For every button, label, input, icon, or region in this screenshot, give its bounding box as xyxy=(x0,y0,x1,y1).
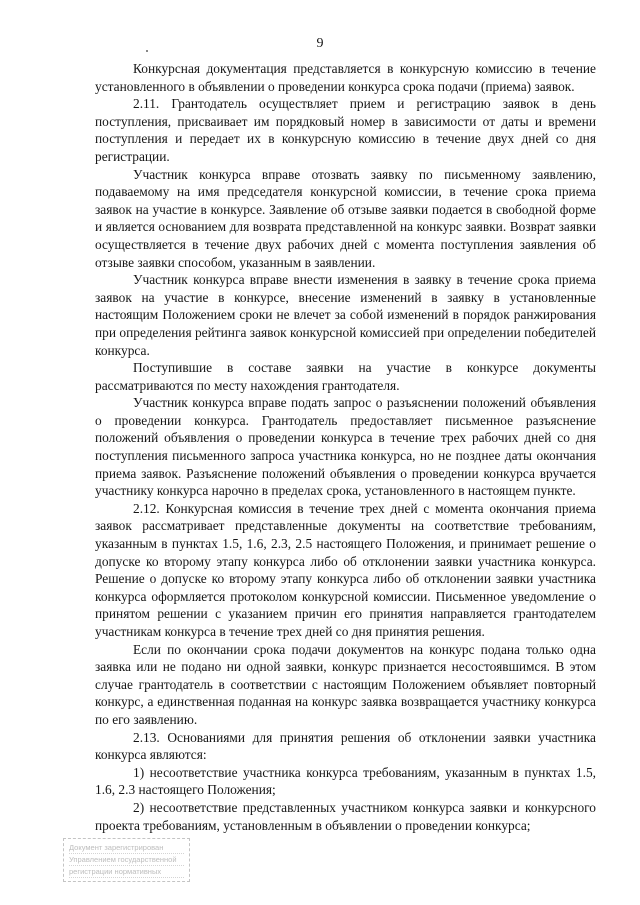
list-item-rejection-2: 2) несоответствие представленных участником конкурса заявки и конкурсного проекта требованиям, установленным в объявлении о проведении конкурса; xyxy=(95,799,596,833)
paragraph-amendments: Участник конкурса вправе внести изменения в заявку в течение срока приема заявок на участие в конкурсе, внесение изменений в заявку в установленные настоящим Положением сроки не влечет за собой изменений в порядок ранжирования при определения рейтинга заявок конкурсной комиссией при определении победителей конкурса. xyxy=(95,272,596,358)
stamp-line: регистрации нормативных xyxy=(69,866,184,878)
document-body xyxy=(95,60,596,834)
paragraph-failed-contest: Если по окончании срока подачи документов на конкурс подана только одна заявка или не подано ни одной заявки, конкурс признается несостоявшимся. В этом случае грантодатель в соответствии с настоящим Положением объявляет повторный конкурс, а единственная поданная на конкурс заявка возвращается участнику конкурса по его заявлению. xyxy=(95,641,596,727)
paragraph-documentation-submission: Конкурсная документация представляется в конкурсную комиссию в течение установленного в объявлении о проведении конкурса срока подачи (приема) заявок. xyxy=(95,61,596,94)
list-item-rejection-1: 1) несоответствие участника конкурса требованиям, указанным в пунктах 1.5, 1.6, 2.3 настоящего Положения; xyxy=(95,764,596,798)
paragraph-2-11-registration: 2.11. Грантодатель осуществляет прием и регистрацию заявок в день поступления, присваивает им порядковый номер в зависимости от даты и времени поступления и передает их в конкурсную комиссию в течение двух дней со дня регистрации. xyxy=(95,96,596,164)
paragraph-withdrawal: Участник конкурса вправе отозвать заявку по письменному заявлению, подаваемому на имя председателя конкурсной комиссии, в течение срока приема заявок на участие в конкурсе. Заявление об отзыве заявки подается в свободной форме и является основанием для возврата представленной на конкурс заявки. Возврат заявки осуществляется в течение двух рабочих дней с момента поступления заявления об отзыве заявки способом, указанным в заявлении. xyxy=(95,166,596,270)
scan-artifact-dot xyxy=(146,50,148,52)
paragraph-2-12-commission-review: 2.12. Конкурсная комиссия в течение трех дней с момента окончания приема заявок рассматривает представленные документы на соответствие требованиям, указанным в пунктах 1.5, 1.6, 2.3, 2.5 настоящего Положения, и принимает решение о допуске ко второму этапу конкурса либо об отклонении заявки участника конкурса. Решение о допуске ко второму этапу конкурса либо об отклонении заявки участника конкурса оформляется протоколом конкурсной комиссии. Письменное уведомление о принятом решении с указанием причин его принятия направляется грантодателем участникам конкурса в течение трех дней со дня принятия решения. xyxy=(95,500,596,639)
stamp-line: Управлением государственной xyxy=(69,854,184,866)
paragraph-2-13-rejection-grounds: 2.13. Основаниями для принятия решения об отклонении заявки участника конкурса являются: xyxy=(95,729,596,763)
page-number: 9 xyxy=(316,36,324,51)
stamp-line: Документ зарегистрирован xyxy=(69,842,184,854)
registration-stamp xyxy=(63,838,190,882)
paragraph-review-location: Поступившие в составе заявки на участие в конкурсе документы рассматриваются по месту нахождения грантодателя. xyxy=(95,360,596,393)
paragraph-clarification-request: Участник конкурса вправе подать запрос о разъяснении положений объявления о проведении конкурса. Грантодатель предоставляет письменное разъяснение положений объявления о проведении конкурса в течение трех рабочих дней со дня поступления письменного запроса участника конкурса, но не позднее даты окончания приема заявок. Разъяснение положений объявления о проведении конкурса вручается участнику конкурса нарочно в пределах срока, установленного в настоящем пункте. xyxy=(95,395,596,499)
